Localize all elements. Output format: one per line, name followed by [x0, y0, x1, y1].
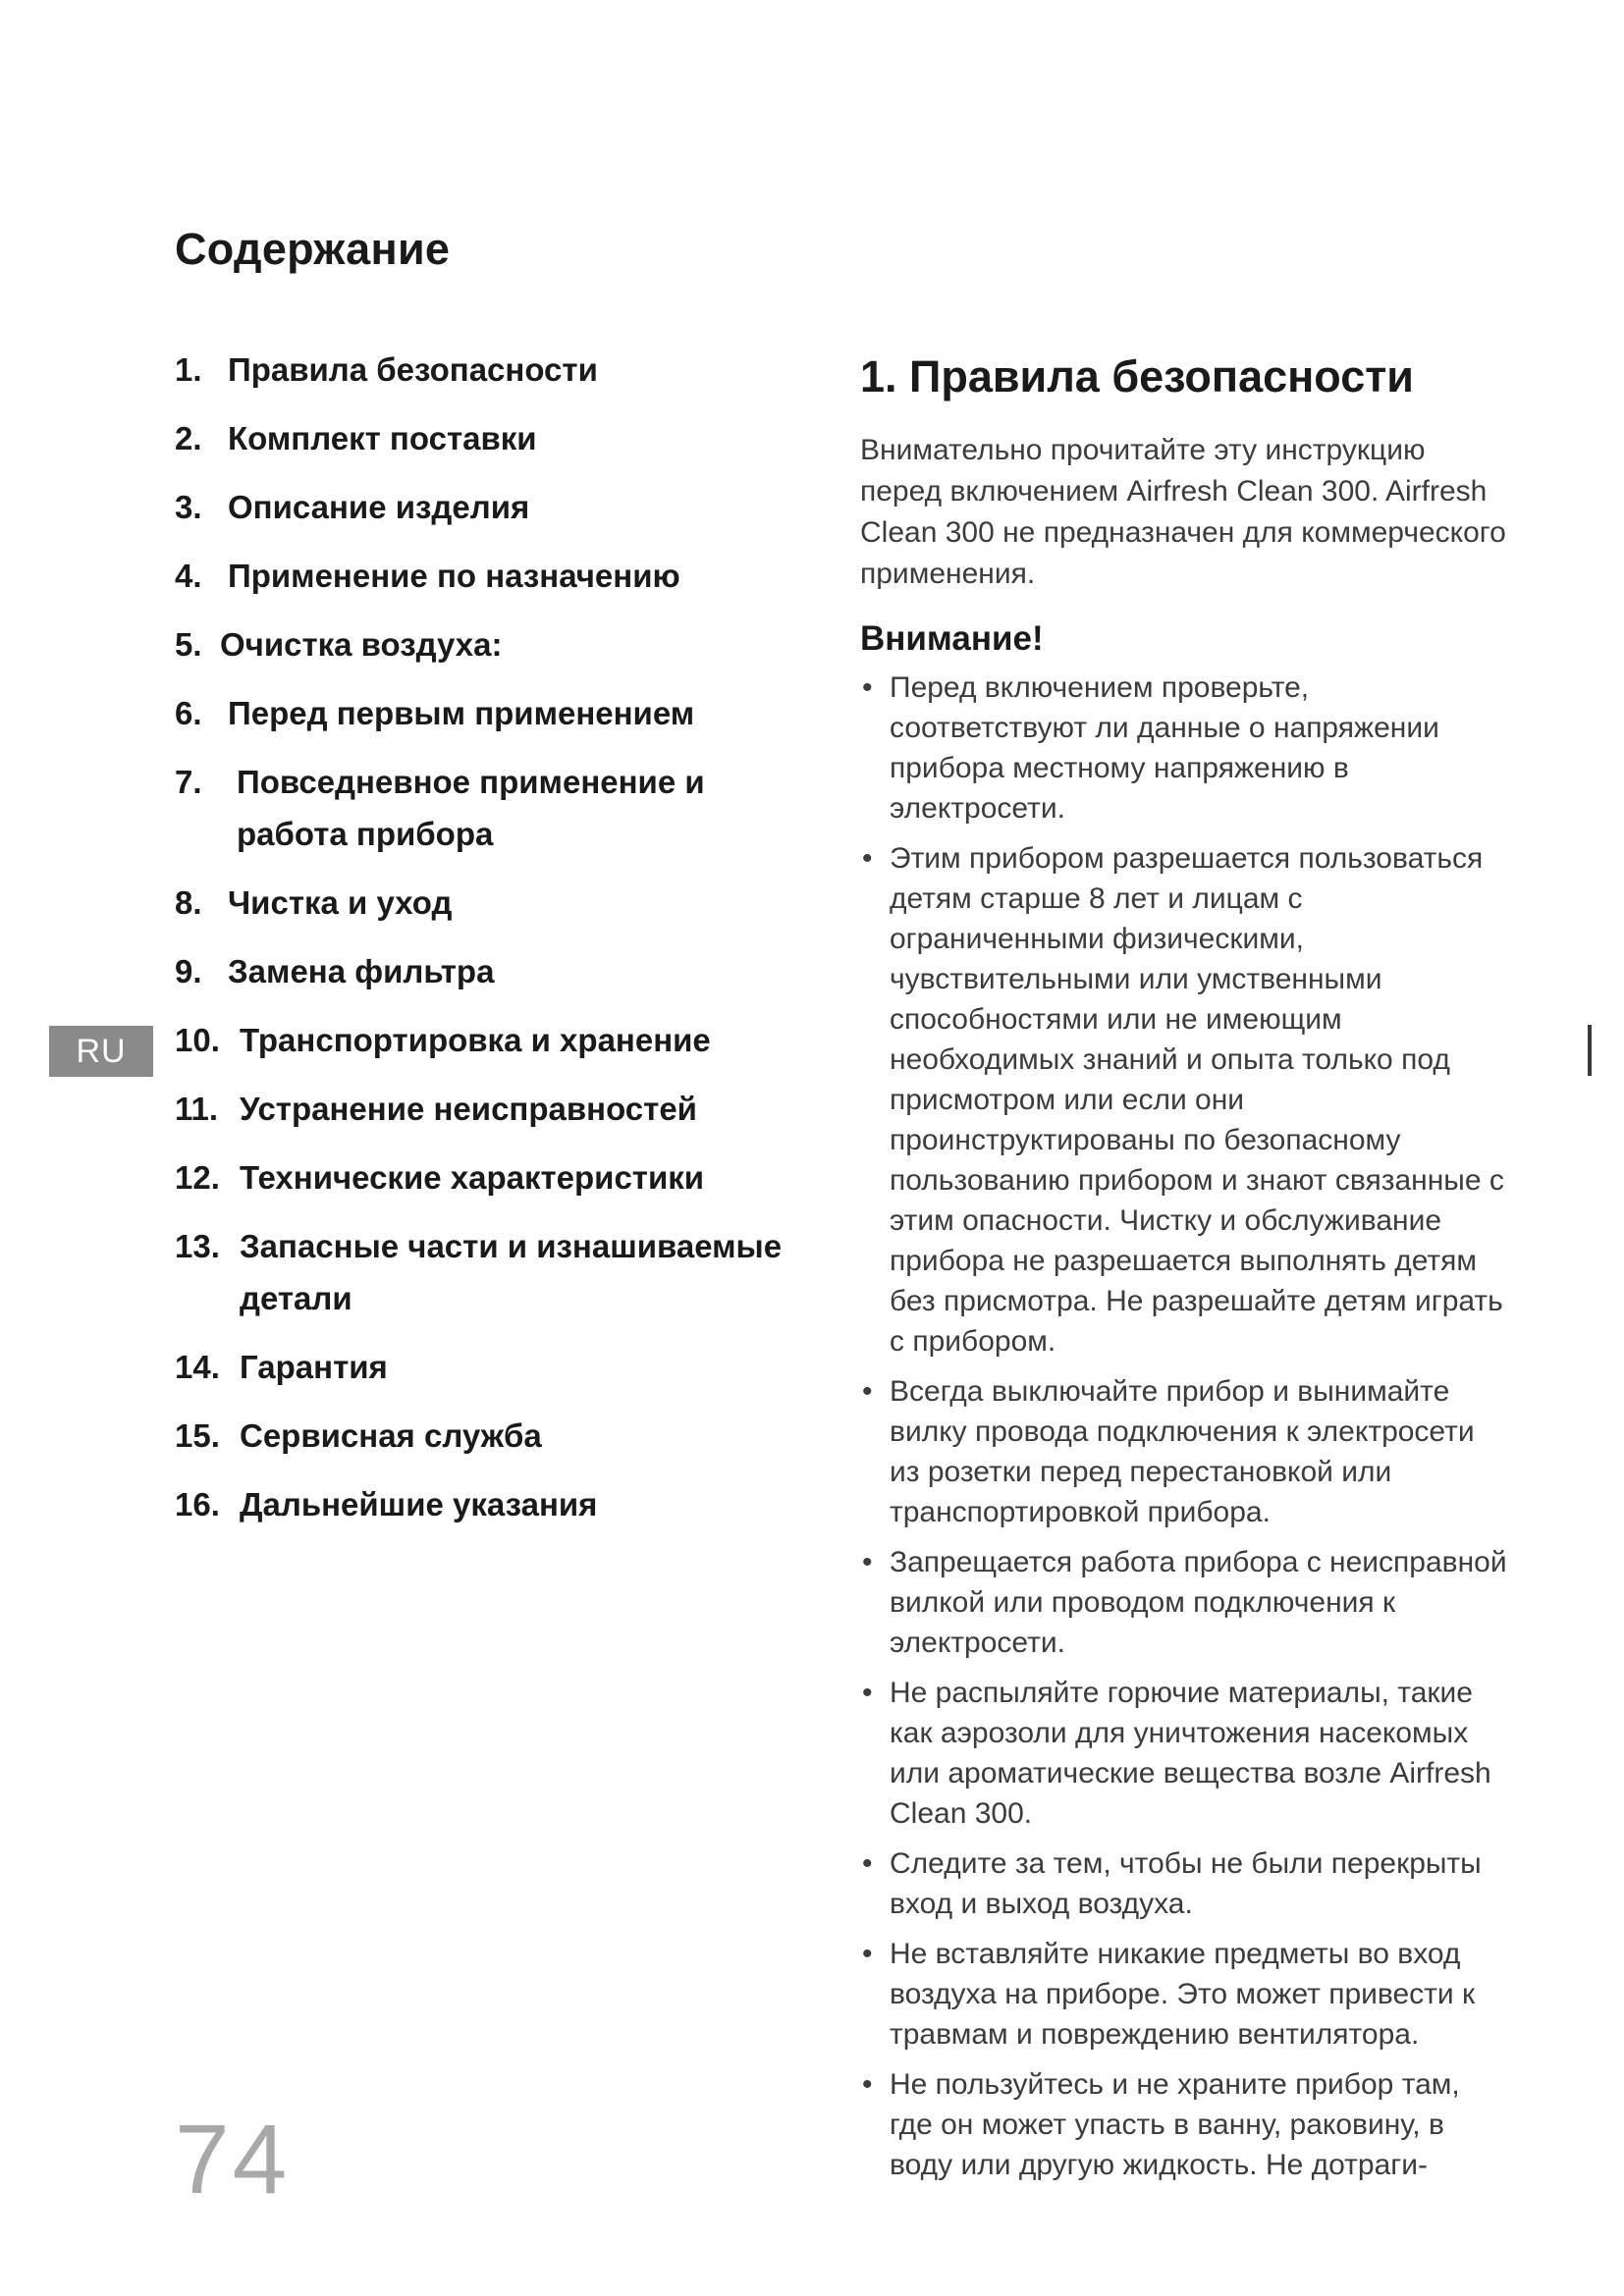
toc-item — [175, 550, 823, 602]
warning-list — [860, 667, 1508, 2185]
toc-item-label: Применение по назначению — [228, 558, 680, 594]
toc-list — [175, 344, 823, 1547]
toc-item — [175, 1220, 823, 1324]
toc-item-label: Дальнейшие указания — [240, 1486, 598, 1522]
toc-item-label: Повседневное применение и работа прибора — [237, 764, 705, 852]
toc-item-label: Описание изделия — [228, 489, 530, 525]
toc-item-number: 7. — [175, 764, 202, 800]
toc-item-number: 11. — [175, 1091, 219, 1127]
intro-paragraph: Внимательно прочитайте эту инструкцию перед включением Airfresh Clean 300. Airfresh Clean 300 не предназначен для коммерческого применения. — [860, 434, 1506, 590]
toc-item — [175, 618, 823, 670]
toc-item-number: 10. — [175, 1022, 220, 1058]
toc-item-number: 14. — [175, 1349, 220, 1385]
safety-section — [860, 346, 1508, 2195]
warning-item: • Всегда выключайте прибор и вынимайте вилку провода подключения к электросети из розетки перед перестановкой или транспортировкой прибора. — [860, 1371, 1508, 1532]
toc-item — [175, 1410, 823, 1462]
toc-item — [175, 1014, 823, 1066]
toc-item-label: Комплект поставки — [228, 420, 537, 456]
warning-item: • Следите за тем, чтобы не были перекрыты вход и выход воздуха. — [860, 1843, 1508, 1924]
toc-item-number: 4. — [175, 558, 202, 594]
toc-item — [175, 1341, 823, 1393]
toc-item — [175, 481, 823, 533]
toc-item-number: 6. — [175, 695, 202, 731]
toc-item-label: Замена фильтра — [228, 953, 495, 989]
warning-item: • Не вставляйте никакие предметы во вход воздуха на приборе. Это может привести к травмам и повреждению вентилятора. — [860, 1934, 1508, 2055]
toc-item — [175, 1083, 823, 1135]
toc-item — [175, 1478, 823, 1530]
toc-item-label: Устранение неисправностей — [240, 1091, 697, 1127]
toc-item-number: 3. — [175, 489, 202, 525]
warning-heading: Внимание! — [860, 619, 1044, 658]
toc-item-label: Гарантия — [240, 1349, 388, 1385]
toc-item-number: 13. — [175, 1228, 220, 1264]
toc-item-label: Технические характеристики — [240, 1159, 705, 1196]
toc-item — [175, 877, 823, 929]
toc-item — [175, 412, 823, 464]
warning-item: • Этим прибором разрешается пользоваться детям старше 8 лет и лицам с ограниченными физическими, чувствительными или умственными способностями или не имеющим необходимых знаний и опыта только под присмотром или если они проинструктированы по безопасному пользованию прибором и знают связанные с этим опасности. Чистку и обслуживание прибора не разрешается выполнять детям без присмотра. Не разрешайте детям играть с прибором. — [860, 838, 1508, 1362]
toc-item — [175, 1151, 823, 1203]
toc-item-number: 5. — [175, 626, 202, 663]
toc-item-number: 9. — [175, 953, 202, 989]
section-heading: 1. Правила безопасности — [860, 351, 1414, 401]
toc-item-label: Очистка воздуха: — [220, 626, 503, 663]
toc-item-label: Сервисная служба — [240, 1417, 542, 1454]
toc-item-number: 8. — [175, 884, 202, 921]
toc-item-number: 1. — [175, 351, 202, 388]
toc-item-label: Правила безопасности — [228, 351, 598, 388]
toc-item-number: 16. — [175, 1486, 220, 1522]
toc-item — [175, 945, 823, 997]
warning-item: • Запрещается работа прибора с неисправной вилкой или проводом подключения к электросети. — [860, 1542, 1508, 1663]
warning-item: • Не пользуйтесь и не храните прибор там, где он может упасть в ванну, раковину, в воду или другую жидкость. Не дотраги- — [860, 2064, 1508, 2185]
toc-item-label: Чистка и уход — [228, 884, 453, 921]
toc-item — [175, 687, 823, 739]
toc-item-label: Транспортировка и хранение — [240, 1022, 711, 1058]
toc-title: Содержание — [175, 224, 451, 274]
toc-item — [175, 756, 823, 860]
toc-item-number: 15. — [175, 1417, 220, 1454]
margin-marker — [1588, 1025, 1592, 1076]
toc-item — [175, 344, 823, 396]
language-tab: RU — [49, 1026, 153, 1077]
warning-item: • Перед включением проверьте, соответствуют ли данные о напряжении прибора местному напряжению в электросети. — [860, 667, 1508, 828]
toc-item-label: Перед первым применением — [228, 695, 695, 731]
toc-item-number: 2. — [175, 420, 202, 456]
warning-item: • Не распыляйте горючие материалы, такие как аэрозоли для уничтожения насекомых или ароматические вещества возле Airfresh Clean 300. — [860, 1673, 1508, 1834]
toc-item-label: Запасные части и изнашиваемые детали — [240, 1228, 783, 1316]
toc-item-number: 12. — [175, 1159, 220, 1196]
page-number: 74 — [175, 2105, 291, 2215]
